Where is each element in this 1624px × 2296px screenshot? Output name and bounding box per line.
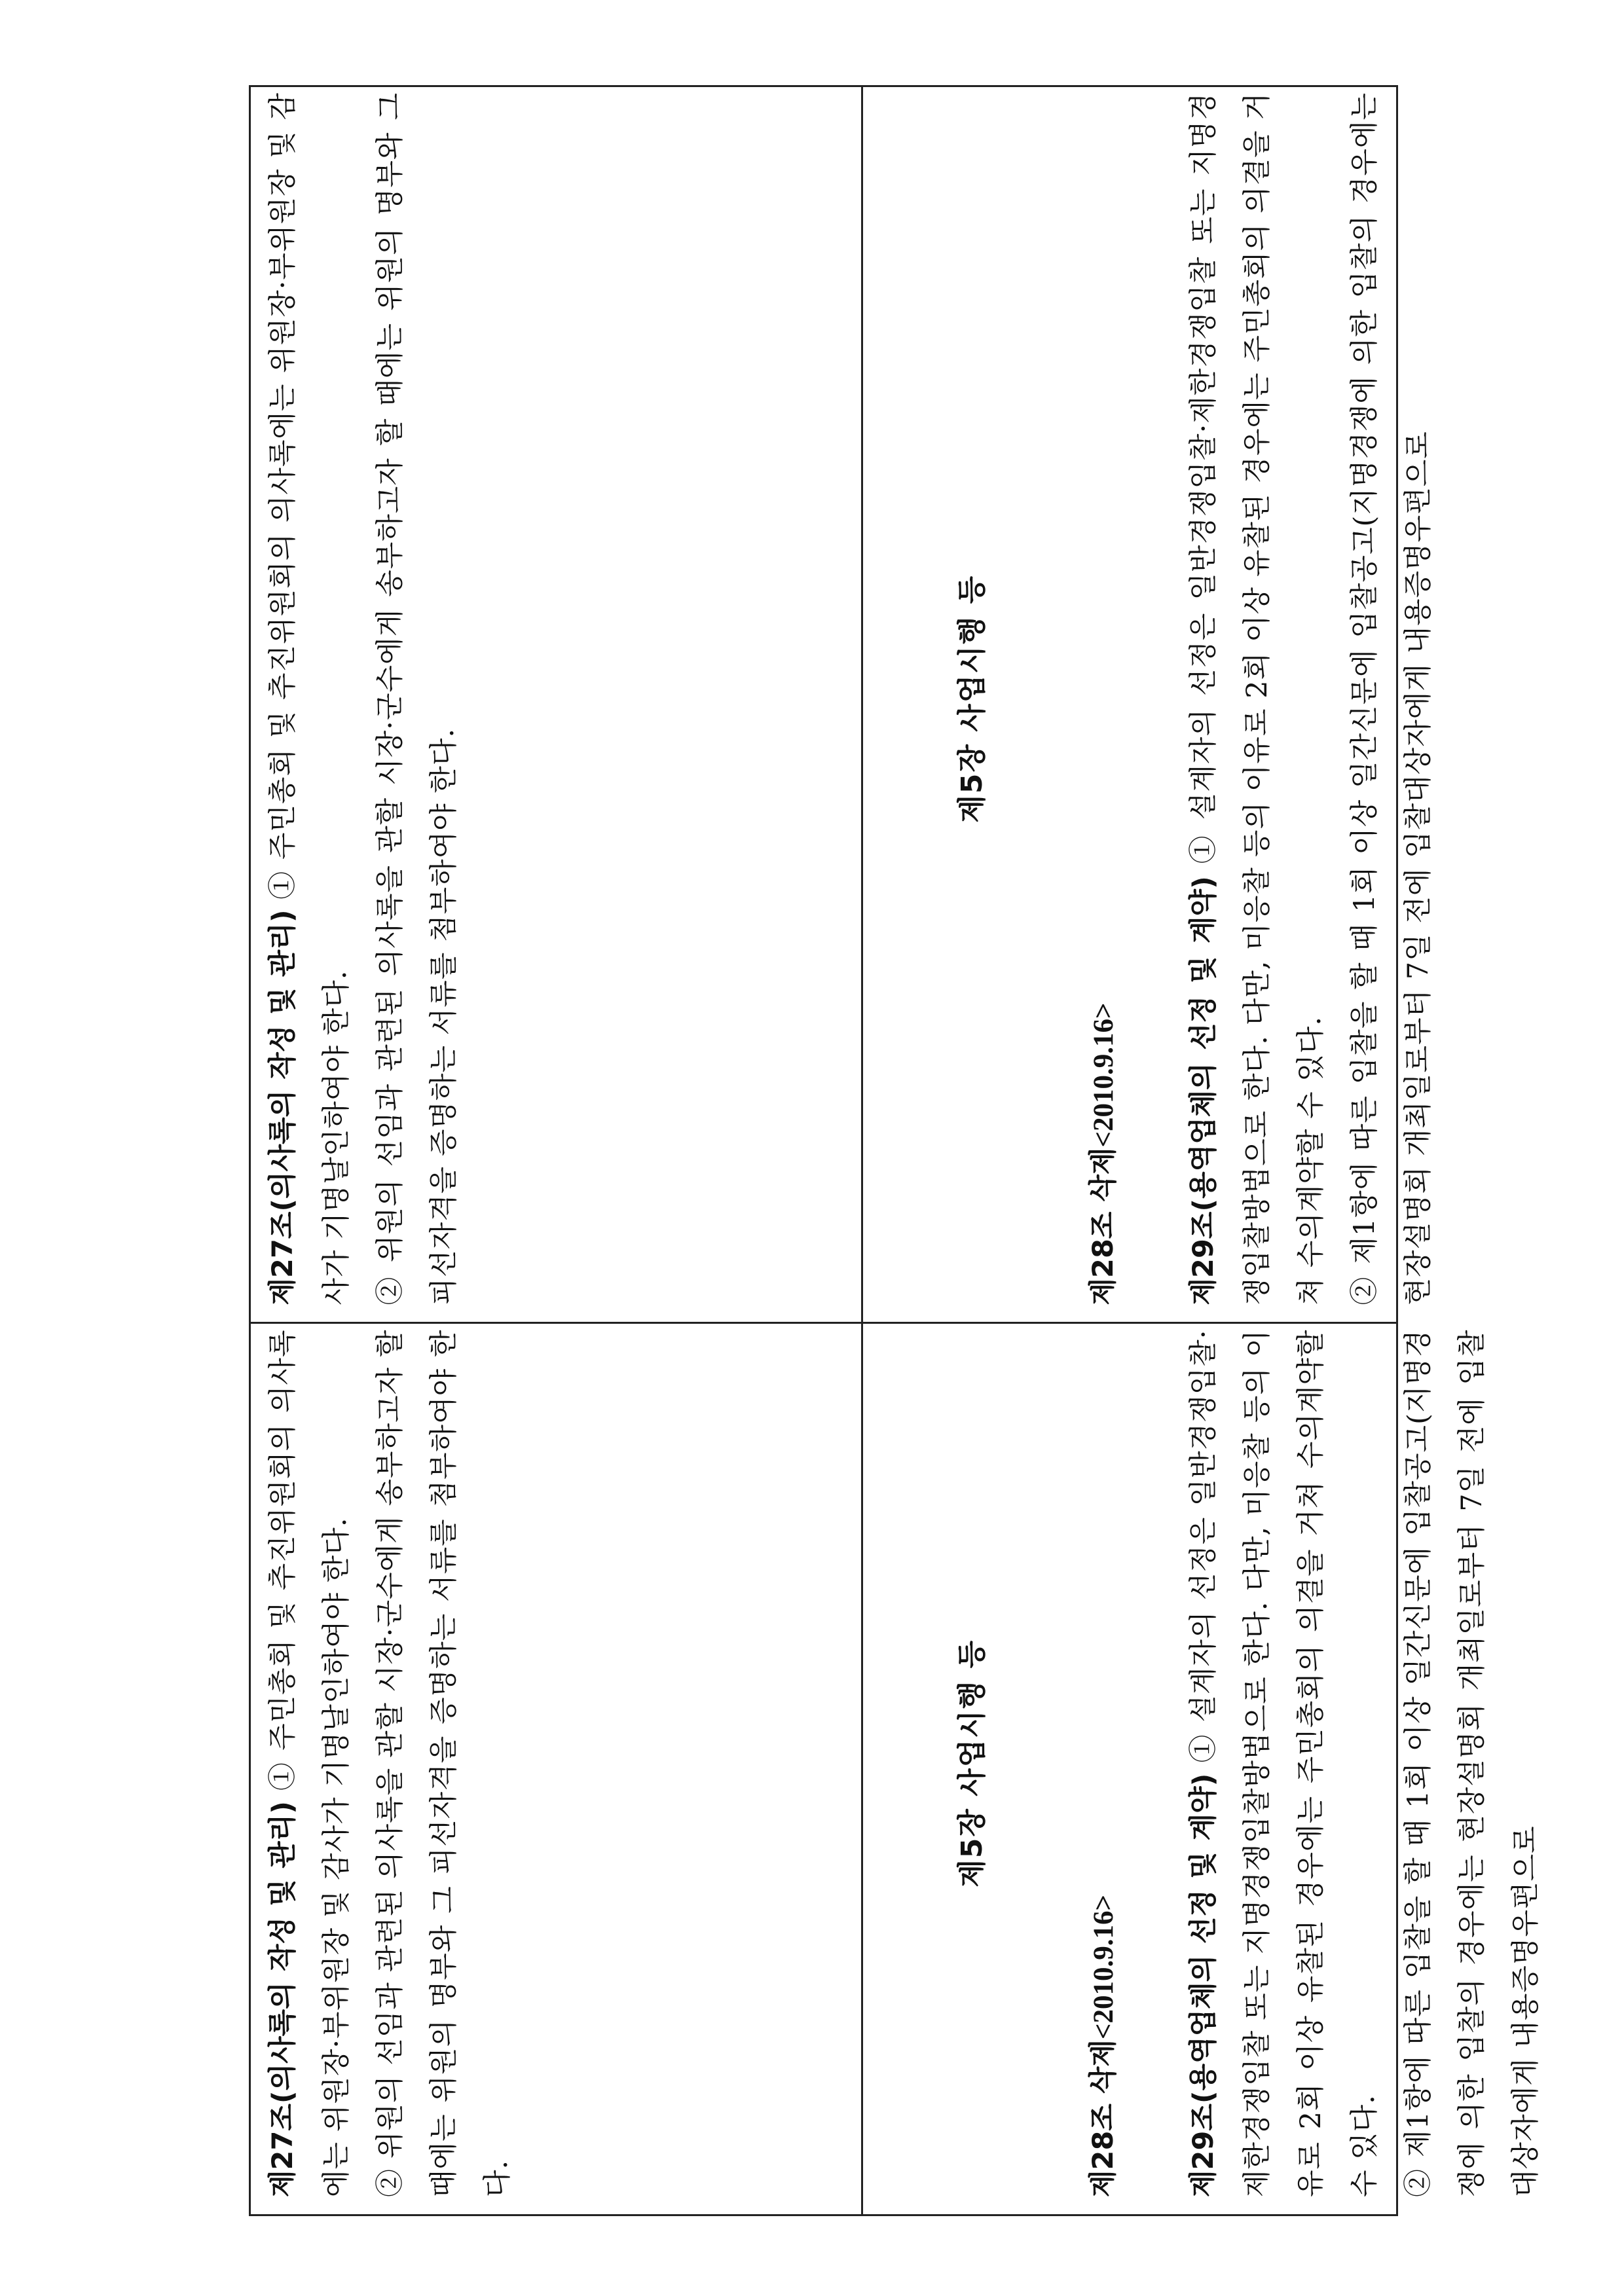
article-29-para-1: ① 설계자의 선정은 일반경쟁입찰·제한경쟁입찰 또는 지명경쟁입찰방법으로 한다. 다만, 미응찰 등의 이유로 2회 이상 유찰된 경우에는 주민총회의 의결을 거쳐 수의계약할 수 있다. xyxy=(1187,92,1327,1305)
article-28-label: 제28조 삭제 xyxy=(1087,2039,1120,2197)
article-28-deleted xyxy=(1077,1330,1131,2198)
article-27 xyxy=(256,92,363,1305)
article-29-heading: 제29조(용역업체의 선정 및 계약) xyxy=(1187,876,1220,1305)
left-column-top xyxy=(251,1322,861,2215)
article-29 xyxy=(1177,92,1338,1305)
article-27-para-1: ① 주민총회 및 추진위원회의 의사록에는 위원장·부위원장 및 감사가 기명날인하여야 한다. xyxy=(267,92,353,1305)
article-29-heading: 제29조(용역업체의 선정 및 계약) xyxy=(1187,1773,1220,2197)
article-27-para-1: ① 주민총회 및 추진위원회의 의사록에는 위원장·부위원장 및 감사가 기명날인하여야 한다. xyxy=(267,1329,353,2197)
table-row-bottom xyxy=(863,87,1542,2214)
article-28-deleted xyxy=(1077,92,1131,1305)
article-27-heading: 제27조(의사록의 작성 및 관리) xyxy=(267,1801,299,2197)
chapter-heading: 제5장 사업시행 등 xyxy=(955,1639,989,1887)
left-column-bottom xyxy=(863,1322,1542,2215)
comparison-table xyxy=(249,85,1542,2216)
table-row-top xyxy=(251,87,863,2214)
article-29-para-1: ① 설계자의 선정은 일반경쟁입찰·제한경쟁입찰 또는 지명경쟁입찰방법으로 한다. 다만, 미응찰 등의 이유로 2회 이상 유찰된 경우에는 주민총회의 의결을 거쳐 수의계약할 수 있다. xyxy=(1187,1329,1381,2197)
article-28-date: <2010.9.16> xyxy=(1088,1895,1119,2040)
article-27-heading: 제27조(의사록의 작성 및 관리) xyxy=(267,909,299,1305)
article-29 xyxy=(1177,1330,1392,2198)
chapter-heading: 제5장 사업시행 등 xyxy=(955,574,989,823)
right-column-top xyxy=(251,87,861,1322)
article-27-para-2: ② 위원의 선임과 관련된 의사록을 관할 시장·군수에게 송부하고자 할 때에는 위원의 명부와 그 피선자격을 증명하는 서류를 첨부하여야 한다. xyxy=(374,92,460,1305)
article-27-para-2: ② 위원의 선임과 관련된 의사록을 관할 시장·군수에게 송부하고자 할 때에는 위원의 명부와 그 피선자격을 증명하는 서류를 첨부하여야 한다. xyxy=(374,1329,514,2197)
article-28-label: 제28조 삭제 xyxy=(1087,1147,1120,1305)
article-28-date: <2010.9.16> xyxy=(1088,1002,1119,1148)
article-27 xyxy=(256,1330,363,2198)
article-29-para-2: ② 제1항에 따른 입찰을 할 때 1회 이상 일간신문에 입찰공고(지명경쟁에 의한 입찰의 경우에는 현장설명회 개최일로부터 7일 전에 입찰대상자에게 내용증명우편으로 xyxy=(1402,1329,1542,2197)
right-column-bottom xyxy=(863,87,1435,1322)
article-29-para-2: ② 제1항에 따른 입찰을 할 때 1회 이상 일간신문에 입찰공고(지명경쟁에 의한 입찰의 경우에는 현장설명회 개최일로부터 7일 전에 입찰대상자에게 내용증명우편으로 xyxy=(1348,92,1435,1305)
